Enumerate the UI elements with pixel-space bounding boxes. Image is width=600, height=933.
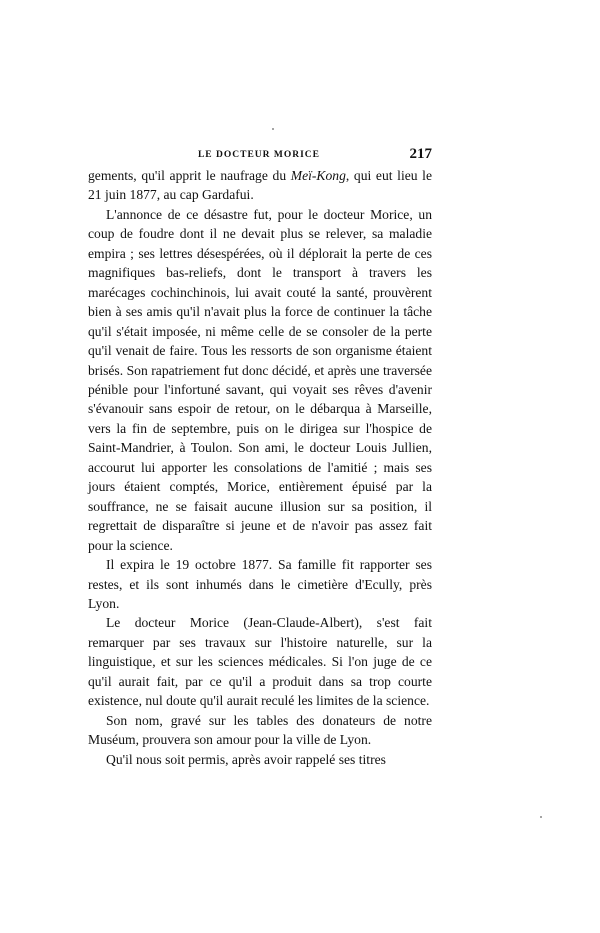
paragraph-legacy: Le docteur Morice (Jean-Claude-Albert), s'est fait remarquer par ses travaux sur l'histoire naturelle, sur la linguistique, et sur les sciences médicales. Si l'on juge de ce qu'il aurait fait, par ce qu'il a produit dans sa trop courte existence, nul doute qu'il aurait reculé les limites de la science. [88,615,432,709]
paragraph-continuation: gements, qu'il apprit le naufrage du Meï-Kong, qui eut lieu le 21 juin 1877, au cap Gardafui. [88,168,432,203]
body-text [88,166,432,769]
running-head [88,148,430,168]
paragraph-death: Il expira le 19 octobre 1877. Sa famille fit rapporter ses restes, et ils sont inhumés dans le cimetière d'Ecully, près Lyon. [88,557,432,611]
page-number: 217 [409,146,432,162]
ship-name: Meï-Kong [290,168,346,183]
paragraph-closing: Qu'il nous soit permis, après avoir rappelé ses titres [106,751,386,767]
paper-speck [540,816,542,818]
paragraph-museum: Son nom, gravé sur les tables des donateurs de notre Muséum, prouvera son amour pour la ville de Lyon. [88,712,432,748]
paragraph-news-of-disaster: L'annonce de ce désastre fut, pour le docteur Morice, un coup de foudre dont il ne devait plus se relever, sa maladie empira ; ses lettres désespérées, où il déplorait la perte de ces magnifiques bas-reliefs, dont le transport à travers les marécages cochinchinois, lui avait couté la santé, prouvèrent bien à ses amis qu'il n'avait plus la force de continuer la tâche qu'il s'était imposée, ni même celle de se consoler de la perte qu'il venait de faire. Tous les ressorts de son organisme étaient brisés. Son rapatriement fut donc décidé, et après une traversée pénible pour l'infortuné savant, qui voyait ses rêves d'avenir s'évanouir sans espoir de retour, on le débarqua à Marseille, vers la fin de septembre, puis on le dirigea sur l'hospice de Saint-Mandrier, à Toulon. Son ami, le docteur Louis Jullien, accourut lui apporter les consolations de l'amitié ; mais ses jours étaient comptés, Morice, entièrement épuisé par la souffrance, ne se faisait aucune illusion sur sa position, il regrettait de disparaître si jeune et de n'avoir pas assez fait pour la science. [88,206,432,553]
paper-speck [272,128,274,130]
running-title: LE DOCTEUR MORICE [197,150,321,160]
